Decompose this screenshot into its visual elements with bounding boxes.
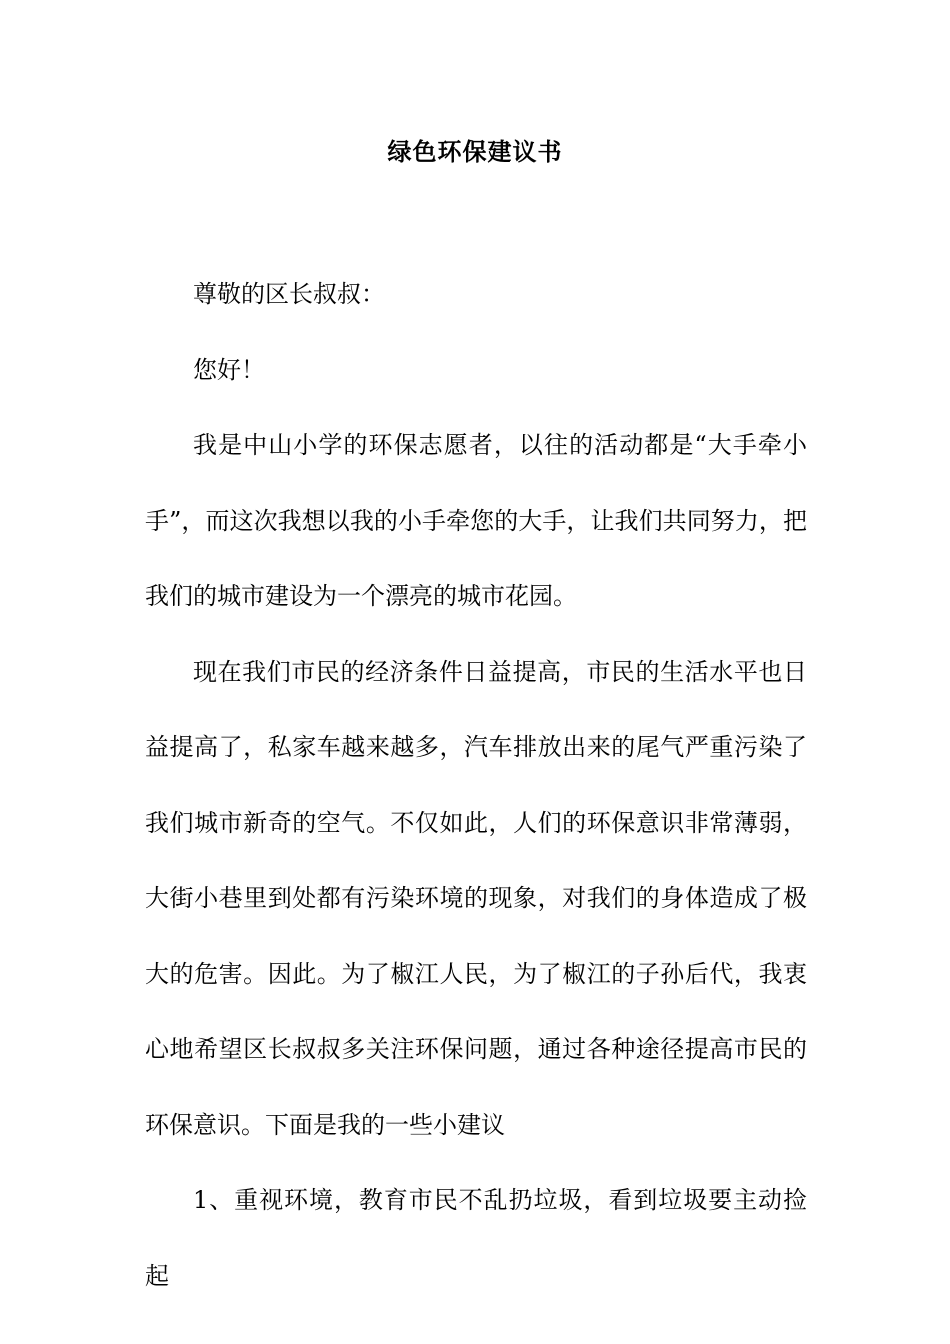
paragraph-introduction: 我是中山小学的环保志愿者，以往的活动都是“大手牵小手”，而这次我想以我的小手牵您的大手，让我们共同努力，把我们的城市建设为一个漂亮的城市花园。	[145, 431, 807, 610]
suggestion-item-1: 1、重视环境，教育市民不乱扔垃圾，看到垃圾要主动捡起	[145, 1186, 807, 1290]
document-title: 绿色环保建议书	[387, 137, 563, 166]
salutation: 尊敬的区长叔叔：	[193, 280, 385, 308]
greeting: 您好！	[193, 355, 265, 384]
paragraph-problem: 现在我们市民的经济条件日益提高，市民的生活水平也日益提高了，私家车越来越多，汽车排放出来的尾气严重污染了我们城市新奇的空气。不仅如此，人们的环保意识非常薄弱，大街小巷里到处都有污染环境的现象，对我们的身体造成了极大的危害。因此。为了椒江人民，为了椒江的子孙后代，我衷心地希望区长叔叔多关注环保问题，通过各种途径提高市民的环保意识。下面是我的一些小建议	[145, 657, 807, 1139]
document-body	[145, 257, 807, 1314]
